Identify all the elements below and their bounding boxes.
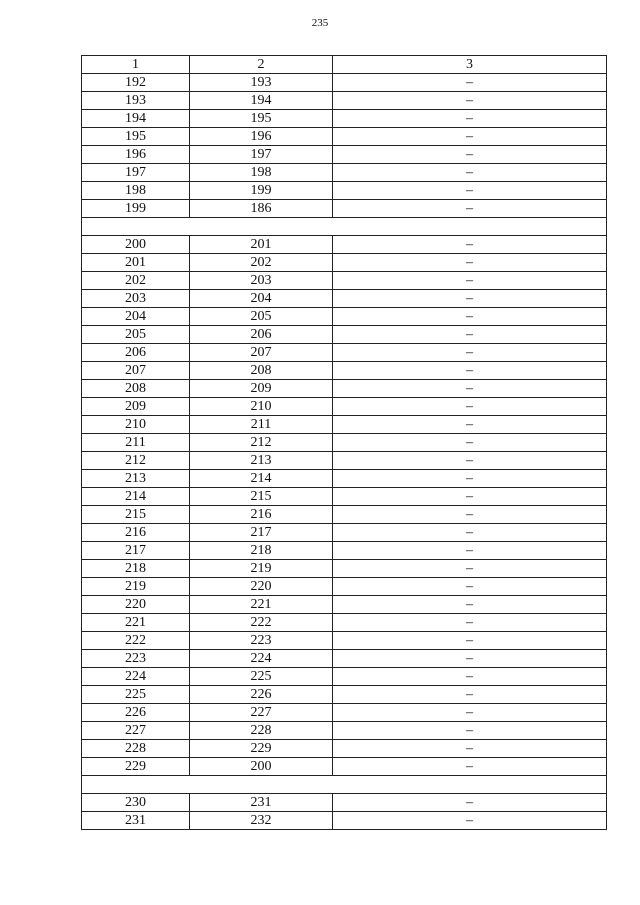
table-cell: 192 [82, 74, 190, 92]
table-cell: 223 [190, 632, 333, 650]
page-number: 235 [311, 17, 329, 29]
group-separator-row [82, 776, 607, 794]
table-cell: 209 [190, 380, 333, 398]
table-cell: 198 [82, 182, 190, 200]
table-row [82, 254, 607, 272]
table-cell-dash: – [333, 704, 607, 722]
table-row [82, 470, 607, 488]
table-cell: 220 [82, 596, 190, 614]
table-row [82, 524, 607, 542]
table-cell-dash: – [333, 182, 607, 200]
table-cell: 232 [190, 812, 333, 830]
table-cell: 200 [82, 236, 190, 254]
table-cell: 231 [190, 794, 333, 812]
table-cell: 212 [82, 452, 190, 470]
table-row [82, 722, 607, 740]
table-row [82, 128, 607, 146]
table-row [82, 650, 607, 668]
table-cell: 206 [190, 326, 333, 344]
table-cell: 198 [190, 164, 333, 182]
table-cell: 203 [190, 272, 333, 290]
table-cell: 203 [82, 290, 190, 308]
table-cell-dash: – [333, 596, 607, 614]
table-cell: 208 [82, 380, 190, 398]
table-cell: 225 [82, 686, 190, 704]
table-cell-dash: – [333, 74, 607, 92]
table-cell-dash: – [333, 488, 607, 506]
table-cell: 208 [190, 362, 333, 380]
table-row [82, 182, 607, 200]
table-cell: 231 [82, 812, 190, 830]
table-row [82, 434, 607, 452]
table-row [82, 362, 607, 380]
table-cell: 221 [190, 596, 333, 614]
table-cell-dash: – [333, 344, 607, 362]
table-cell-dash: – [333, 272, 607, 290]
table-cell: 201 [82, 254, 190, 272]
table-cell: 228 [190, 722, 333, 740]
table-cell-dash: – [333, 506, 607, 524]
table-cell: 212 [190, 434, 333, 452]
table-cell: 193 [82, 92, 190, 110]
table-cell-dash: – [333, 290, 607, 308]
table-row [82, 164, 607, 182]
table-row [82, 92, 607, 110]
column-header: 2 [190, 56, 333, 74]
table-cell: 211 [82, 434, 190, 452]
table-row [82, 452, 607, 470]
table-cell: 226 [82, 704, 190, 722]
table-cell: 201 [190, 236, 333, 254]
table-row [82, 200, 607, 218]
table-cell: 214 [82, 488, 190, 506]
table-cell-dash: – [333, 326, 607, 344]
table-cell: 224 [82, 668, 190, 686]
table-cell: 217 [190, 524, 333, 542]
table-row [82, 290, 607, 308]
table-cell: 202 [190, 254, 333, 272]
table-cell: 226 [190, 686, 333, 704]
column-header: 1 [82, 56, 190, 74]
table-row [82, 308, 607, 326]
table-row [82, 344, 607, 362]
table-row [82, 794, 607, 812]
table-cell: 216 [190, 506, 333, 524]
table-cell-dash: – [333, 110, 607, 128]
table-cell: 211 [190, 416, 333, 434]
table-cell: 219 [82, 578, 190, 596]
table-cell: 215 [190, 488, 333, 506]
table-row [82, 326, 607, 344]
table-cell: 197 [190, 146, 333, 164]
table-row [82, 488, 607, 506]
table-cell: 210 [82, 416, 190, 434]
table-cell: 207 [82, 362, 190, 380]
table-cell: 222 [82, 632, 190, 650]
table-row [82, 542, 607, 560]
table-cell-dash: – [333, 740, 607, 758]
table-cell: 221 [82, 614, 190, 632]
table-cell: 186 [190, 200, 333, 218]
table-cell: 228 [82, 740, 190, 758]
table-cell: 224 [190, 650, 333, 668]
table-cell-dash: – [333, 398, 607, 416]
table-cell: 196 [82, 146, 190, 164]
table-cell: 196 [190, 128, 333, 146]
column-header: 3 [333, 56, 607, 74]
table-cell: 199 [82, 200, 190, 218]
table-row [82, 758, 607, 776]
table-cell: 227 [82, 722, 190, 740]
table-row [82, 668, 607, 686]
table-cell-dash: – [333, 362, 607, 380]
table-cell: 213 [190, 452, 333, 470]
table-cell: 195 [190, 110, 333, 128]
table-cell: 195 [82, 128, 190, 146]
table-cell: 219 [190, 560, 333, 578]
table-row [82, 614, 607, 632]
table-cell: 210 [190, 398, 333, 416]
table-cell: 205 [190, 308, 333, 326]
table-cell: 204 [82, 308, 190, 326]
table-cell: 222 [190, 614, 333, 632]
table-cell: 207 [190, 344, 333, 362]
table-row [82, 596, 607, 614]
table-cell: 199 [190, 182, 333, 200]
table-cell-dash: – [333, 452, 607, 470]
table-cell: 215 [82, 506, 190, 524]
table-row [82, 416, 607, 434]
table-row [82, 686, 607, 704]
table-cell: 193 [190, 74, 333, 92]
table-cell: 218 [82, 560, 190, 578]
table-body [82, 56, 607, 830]
table-cell-dash: – [333, 812, 607, 830]
table-row [82, 272, 607, 290]
table-cell: 213 [82, 470, 190, 488]
table-cell: 216 [82, 524, 190, 542]
table-cell-dash: – [333, 578, 607, 596]
table-cell: 197 [82, 164, 190, 182]
table-row [82, 632, 607, 650]
table-cell-dash: – [333, 434, 607, 452]
table-cell-dash: – [333, 650, 607, 668]
table-cell-dash: – [333, 758, 607, 776]
table-cell: 194 [82, 110, 190, 128]
table-cell-dash: – [333, 542, 607, 560]
table-cell-dash: – [333, 128, 607, 146]
table-cell-dash: – [333, 254, 607, 272]
table-cell-dash: – [333, 632, 607, 650]
table-cell-dash: – [333, 380, 607, 398]
table-cell: 220 [190, 578, 333, 596]
table-cell: 229 [190, 740, 333, 758]
table-header-row [82, 56, 607, 74]
table-cell: 217 [82, 542, 190, 560]
group-separator [82, 218, 607, 236]
table-cell-dash: – [333, 614, 607, 632]
table-cell-dash: – [333, 164, 607, 182]
table-cell: 225 [190, 668, 333, 686]
table-cell-dash: – [333, 200, 607, 218]
table-row [82, 110, 607, 128]
table-cell-dash: – [333, 794, 607, 812]
table-cell: 230 [82, 794, 190, 812]
table-cell: 205 [82, 326, 190, 344]
table-cell: 218 [190, 542, 333, 560]
table-row [82, 506, 607, 524]
table-cell: 194 [190, 92, 333, 110]
table-row [82, 380, 607, 398]
table-cell-dash: – [333, 470, 607, 488]
table-cell-dash: – [333, 146, 607, 164]
table-row [82, 740, 607, 758]
table-cell-dash: – [333, 722, 607, 740]
table-cell: 229 [82, 758, 190, 776]
table-cell: 214 [190, 470, 333, 488]
table-cell-dash: – [333, 92, 607, 110]
table-cell-dash: – [333, 236, 607, 254]
table-cell-dash: – [333, 524, 607, 542]
table-row [82, 74, 607, 92]
table-row [82, 398, 607, 416]
table-cell-dash: – [333, 668, 607, 686]
table-cell-dash: – [333, 308, 607, 326]
table-row [82, 146, 607, 164]
table-row [82, 236, 607, 254]
group-separator [82, 776, 607, 794]
table-cell: 227 [190, 704, 333, 722]
table-cell-dash: – [333, 560, 607, 578]
table-cell: 223 [82, 650, 190, 668]
table-row [82, 812, 607, 830]
group-separator-row [82, 218, 607, 236]
table-cell: 200 [190, 758, 333, 776]
table-cell: 204 [190, 290, 333, 308]
data-table [81, 55, 607, 830]
table-row [82, 578, 607, 596]
table-row [82, 704, 607, 722]
table-cell: 206 [82, 344, 190, 362]
table-cell: 209 [82, 398, 190, 416]
table-cell: 202 [82, 272, 190, 290]
table-row [82, 560, 607, 578]
table-cell-dash: – [333, 416, 607, 434]
table-cell-dash: – [333, 686, 607, 704]
